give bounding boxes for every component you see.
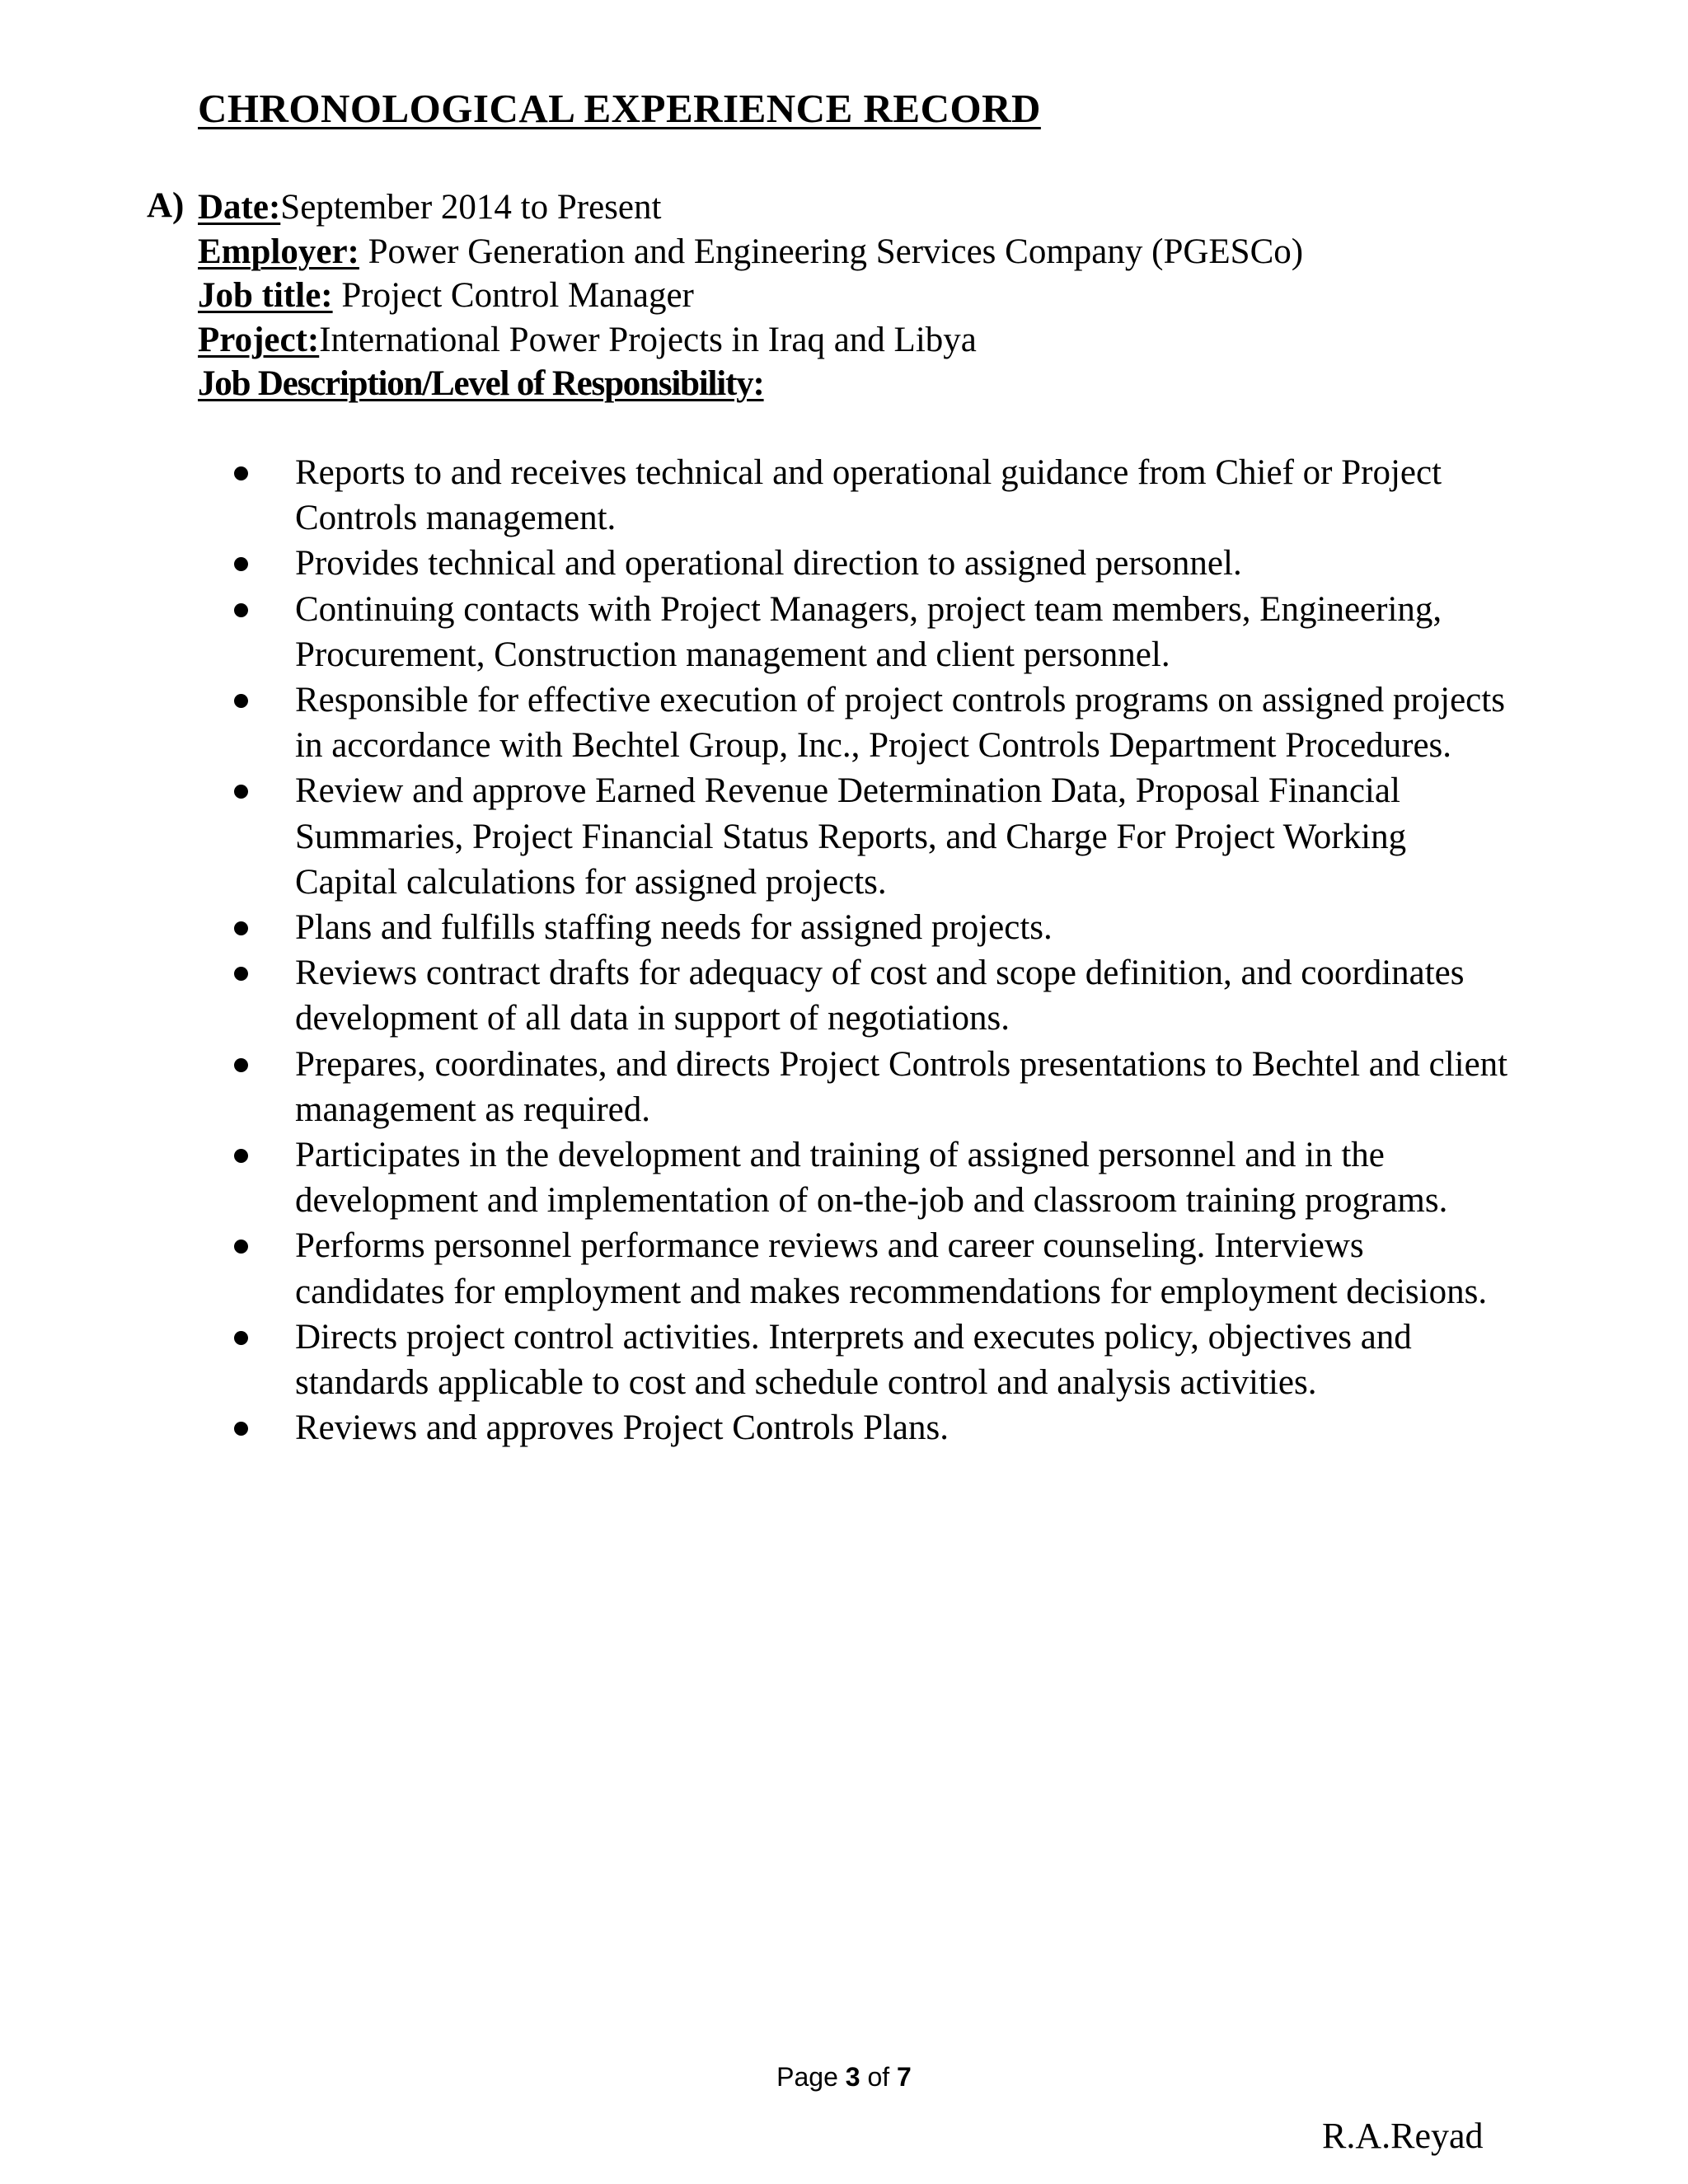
list-item bbox=[0, 1315, 1515, 1405]
signature: R.A.Reyad bbox=[1322, 2116, 1484, 2156]
list-item bbox=[0, 905, 1515, 950]
job-title-value: Project Control Manager bbox=[341, 276, 694, 315]
list-item-text: Review and approve Earned Revenue Determination Data, Proposal Financial Summaries, Project Financial Status Reports, and Charge For Project Working Capital calculations for assigned projects. bbox=[295, 771, 1407, 902]
employer-label: Employer: bbox=[198, 232, 359, 271]
list-item-text: Responsible for effective execution of project controls programs on assigned projects in accordance with Bechtel Group, Inc., Project Controls Department Procedures. bbox=[295, 681, 1505, 766]
bullet-icon bbox=[234, 1331, 248, 1345]
job-title-label: Job title: bbox=[198, 276, 333, 315]
responsibilities-list bbox=[0, 450, 1688, 1451]
current-page-number: 3 bbox=[845, 2062, 860, 2092]
list-item bbox=[0, 541, 1515, 586]
list-item bbox=[0, 677, 1515, 768]
bullet-icon bbox=[234, 1240, 248, 1254]
list-item bbox=[0, 450, 1515, 541]
bullet-icon bbox=[234, 967, 248, 981]
list-item-text: Plans and fulfills staffing needs for assigned projects. bbox=[295, 908, 1053, 948]
total-pages-number: 7 bbox=[897, 2062, 912, 2092]
list-item bbox=[0, 1405, 1515, 1451]
list-item-text: Prepares, coordinates, and directs Project Controls presentations to Bechtel and client management as required. bbox=[295, 1044, 1508, 1129]
of-word: of bbox=[867, 2062, 890, 2092]
bullet-icon bbox=[234, 466, 248, 480]
list-item-text: Provides technical and operational direction to assigned personnel. bbox=[295, 544, 1242, 583]
bullet-icon bbox=[234, 1058, 248, 1072]
list-item bbox=[0, 950, 1515, 1041]
project-label: Project: bbox=[198, 320, 320, 359]
bullet-icon bbox=[234, 557, 248, 571]
list-item bbox=[0, 1132, 1515, 1223]
bullet-icon bbox=[234, 1149, 248, 1163]
page-number bbox=[0, 2062, 1688, 2093]
list-item-text: Reviews contract drafts for adequacy of cost and scope definition, and coordinates development of all data in support of negotiations. bbox=[295, 954, 1465, 1038]
date-label: Date: bbox=[198, 188, 281, 227]
page-word: Page bbox=[776, 2062, 838, 2092]
job-title-line bbox=[198, 274, 1303, 318]
list-item-text: Directs project control activities. Interprets and executes policy, objectives and standards applicable to cost and schedule control and analysis activities. bbox=[295, 1317, 1412, 1403]
bullet-icon bbox=[234, 785, 248, 799]
bullet-icon bbox=[234, 1422, 248, 1436]
employer-line bbox=[198, 230, 1303, 274]
job-description-heading: Job Description/Level of Responsibility: bbox=[198, 364, 764, 403]
list-item-text: Performs personnel performance reviews and career counseling. Interviews candidates for employment and makes recommendations for employment decisions. bbox=[295, 1226, 1488, 1311]
job-description-line bbox=[198, 362, 1303, 406]
list-item bbox=[0, 768, 1515, 905]
date-value: September 2014 to Present bbox=[280, 188, 662, 227]
employer-value: Power Generation and Engineering Services Company (PGESCo) bbox=[368, 232, 1304, 271]
bullet-icon bbox=[234, 694, 248, 708]
date-line bbox=[198, 185, 1303, 230]
page-title: CHRONOLOGICAL EXPERIENCE RECORD bbox=[198, 86, 1041, 131]
project-value: International Power Projects in Iraq and Libya bbox=[319, 320, 977, 359]
list-item-text: Reports to and receives technical and operational guidance from Chief or Project Controls management. bbox=[295, 453, 1442, 538]
list-item-text: Participates in the development and training of assigned personnel and in the development and implementation of on-the-job and classroom training programs. bbox=[295, 1136, 1448, 1221]
list-item bbox=[0, 587, 1515, 677]
bullet-icon bbox=[234, 603, 248, 617]
list-item bbox=[0, 1042, 1515, 1132]
list-item bbox=[0, 1223, 1515, 1314]
list-item-text: Reviews and approves Project Controls Plans. bbox=[295, 1408, 950, 1448]
project-line bbox=[198, 318, 1303, 363]
bullet-icon bbox=[234, 921, 248, 935]
section-marker: A) bbox=[147, 186, 185, 225]
experience-info-block bbox=[198, 185, 1303, 406]
list-item-text: Continuing contacts with Project Managers, project team members, Engineering, Procurement, Construction management and client personnel. bbox=[295, 589, 1442, 674]
